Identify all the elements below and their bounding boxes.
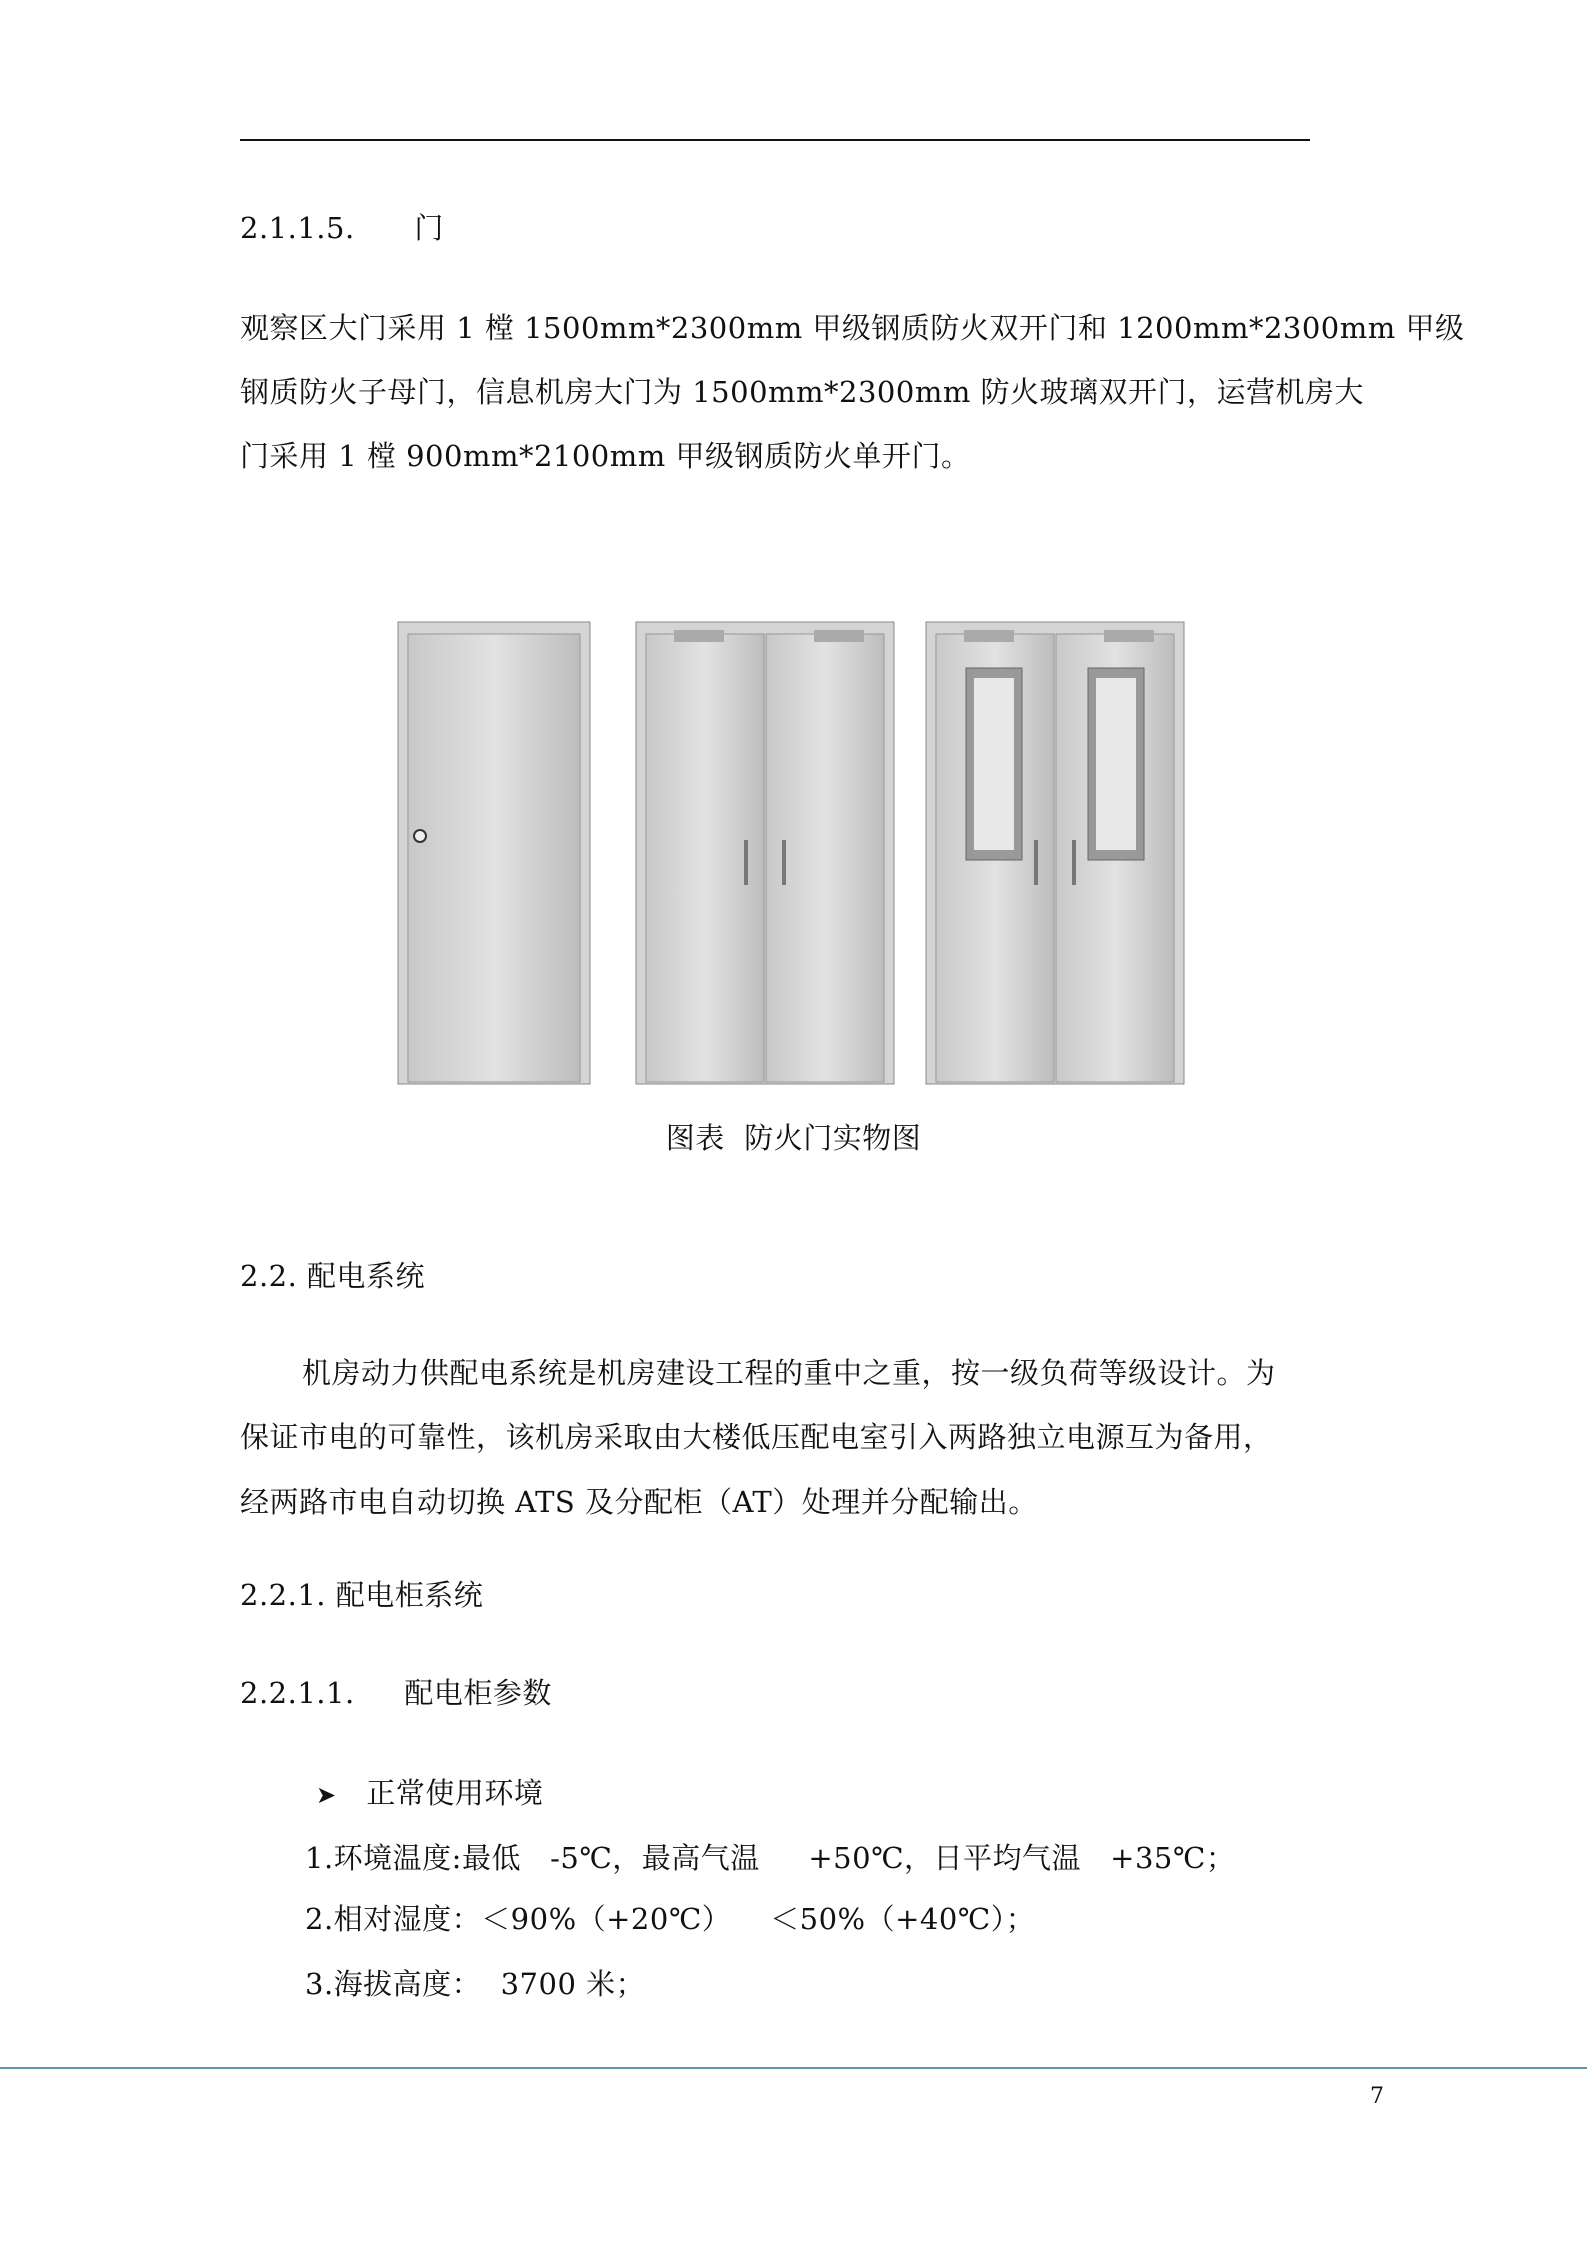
heading-2-1-1-5 — [240, 206, 444, 247]
page-number: 7 — [1370, 2084, 1384, 2109]
paragraph-line: 门采用 1 樘 900mm*2100mm 甲级钢质防火单开门。 — [240, 439, 971, 473]
heading-2-2: 2.2. 配电系统 — [240, 1259, 426, 1293]
heading-2-2-1-1 — [240, 1671, 552, 1712]
heading-2-2-1: 2.2.1. 配电柜系统 — [240, 1578, 484, 1612]
bullet-text: 正常使用环境 — [366, 1776, 544, 1810]
list-item: 1.环境温度:最低 -5℃，最高气温 +50℃，日平均气温 +35℃； — [305, 1841, 1236, 1875]
footer-rule — [0, 2067, 1587, 2069]
paragraph-line: 观察区大门采用 1 樘 1500mm*2300mm 甲级钢质防火双开门和 1200mm*2300mm 甲级 — [240, 311, 1465, 345]
paragraph-line: 机房动力供配电系统是机房建设工程的重中之重，按一级负荷等级设计。为 — [302, 1356, 1276, 1390]
arrow-bullet-icon: ➤ — [316, 1781, 337, 1809]
single-door-image — [396, 620, 592, 1086]
paragraph-line: 钢质防火子母门，信息机房大门为 1500mm*2300mm 防火玻璃双开门，运营机房大 — [240, 375, 1365, 409]
heading-number: 2.2.1.1. — [240, 1676, 355, 1710]
figure-caption: 图表 防火门实物图 — [665, 1121, 922, 1155]
paragraph-line: 保证市电的可靠性，该机房采取由大楼低压配电室引入两路独立电源互为备用， — [240, 1420, 1273, 1454]
list-item: 2.相对湿度：＜90%（+20℃） ＜50%（+40℃）； — [305, 1902, 1036, 1936]
paragraph-line: 经两路市电自动切换 ATS 及分配柜（AT）处理并分配输出。 — [240, 1485, 1038, 1519]
heading-number: 2.1.1.5. — [240, 211, 355, 245]
heading-title: 门 — [414, 211, 444, 245]
glass-double-door-image — [924, 620, 1186, 1086]
double-door-image — [634, 620, 896, 1086]
heading-title: 配电柜参数 — [404, 1676, 552, 1710]
bullet-item — [316, 1771, 543, 1812]
header-rule — [240, 139, 1310, 141]
list-item: 3.海拔高度： 3700 米； — [305, 1967, 646, 2001]
